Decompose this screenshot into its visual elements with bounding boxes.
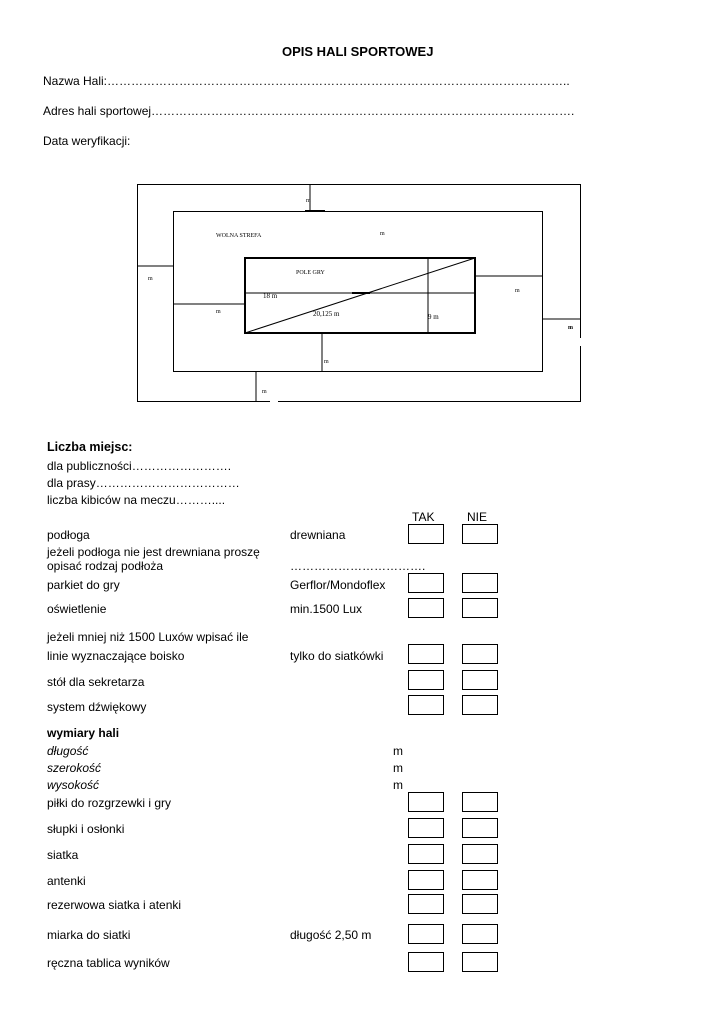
- row-siatka-label: siatka: [47, 848, 79, 862]
- siatka-tak-checkbox[interactable]: [408, 844, 444, 864]
- wymiary-wysokosc: wysokość: [47, 778, 100, 792]
- row-oswietlenie-value: min.1500 Lux: [290, 602, 363, 616]
- row-miarka-value: długość 2,50 m: [290, 928, 372, 942]
- podloga-tak-checkbox[interactable]: [408, 524, 444, 544]
- row-jezeli-line2: opisać rodzaj podłoża: [47, 559, 164, 573]
- row-system-label: system dźwiękowy: [47, 700, 147, 714]
- row-linie-label: linie wyznaczające boisko: [47, 649, 185, 663]
- adres-hali-field: Adres hali sportowej…………………………………………………………………………………………….: [43, 104, 575, 118]
- stol-nie-checkbox[interactable]: [462, 670, 498, 690]
- system-nie-checkbox[interactable]: [462, 695, 498, 715]
- row-podloga-value: drewniana: [290, 528, 346, 542]
- label-m-wolna: m: [380, 231, 385, 237]
- siatka-nie-checkbox[interactable]: [462, 844, 498, 864]
- page-title: OPIS HALI SPORTOWEJ: [282, 44, 434, 59]
- wymiary-szerokosc: szerokość: [47, 761, 102, 775]
- antenki-tak-checkbox[interactable]: [408, 870, 444, 890]
- tablica-nie-checkbox[interactable]: [462, 952, 498, 972]
- wymiary-wysokosc-unit: m: [393, 778, 403, 792]
- row-linie-value: tylko do siatkówki: [290, 649, 384, 663]
- oswietlenie-tak-checkbox[interactable]: [408, 598, 444, 618]
- liczba-miejsc-heading: Liczba miejsc:: [47, 440, 133, 454]
- column-nie: NIE: [467, 510, 488, 524]
- rezerwowa-nie-checkbox[interactable]: [462, 894, 498, 914]
- row-jezeli-value: …………………………….: [290, 559, 426, 573]
- oswietlenie-nie-checkbox[interactable]: [462, 598, 498, 618]
- row-tablica-label: ręczna tablica wyników: [47, 956, 170, 970]
- miarka-nie-checkbox[interactable]: [462, 924, 498, 944]
- row-parkiet-value: Gerflor/Mondoflex: [290, 578, 386, 592]
- label-dim-18: 18 m: [263, 292, 278, 300]
- label-dim-9: 9 m: [428, 313, 439, 321]
- label-m-left-inner: m: [216, 309, 221, 315]
- label-m-left-outer: m: [148, 276, 153, 282]
- row-miarka-label: miarka do siatki: [47, 928, 131, 942]
- diagonal-line: [245, 258, 475, 333]
- antenki-nie-checkbox[interactable]: [462, 870, 498, 890]
- rezerwowa-tak-checkbox[interactable]: [408, 894, 444, 914]
- label-m-bottom-inner: m: [324, 359, 329, 365]
- parkiet-tak-checkbox[interactable]: [408, 573, 444, 593]
- parkiet-nie-checkbox[interactable]: [462, 573, 498, 593]
- column-tak: TAK: [412, 510, 435, 524]
- slupki-tak-checkbox[interactable]: [408, 818, 444, 838]
- slupki-nie-checkbox[interactable]: [462, 818, 498, 838]
- wymiary-dlugosc-unit: m: [393, 744, 403, 758]
- label-m-far-right: m: [568, 325, 573, 331]
- label-wolna-strefa: WOLNA STREFA: [216, 233, 262, 239]
- label-dim-20: 20,125 m: [313, 310, 340, 318]
- row-parkiet-label: parkiet do gry: [47, 578, 120, 592]
- miarka-tak-checkbox[interactable]: [408, 924, 444, 944]
- row-jezeli-mniej: jeżeli mniej niż 1500 Luxów wpisać ile: [47, 630, 249, 644]
- nazwa-hali-field: Nazwa Hali:……………………………………………………………………………………………………..: [43, 74, 570, 88]
- pilki-tak-checkbox[interactable]: [408, 792, 444, 812]
- data-weryfikacji-field: Data weryfikacji:: [43, 134, 131, 148]
- row-slupki-label: słupki i osłonki: [47, 822, 125, 836]
- dla-prasy: dla prasy………………………………: [47, 476, 240, 490]
- wymiary-szerokosc-unit: m: [393, 761, 403, 775]
- linie-tak-checkbox[interactable]: [408, 644, 444, 664]
- linie-nie-checkbox[interactable]: [462, 644, 498, 664]
- label-pole-gry: POLE GRY: [296, 270, 325, 276]
- row-pilki-label: piłki do rozgrzewki i gry: [47, 796, 172, 810]
- stol-tak-checkbox[interactable]: [408, 670, 444, 690]
- liczba-kibicow: liczba kibiców na meczu………....: [47, 493, 226, 507]
- row-antenki-label: antenki: [47, 874, 86, 888]
- row-oswietlenie-label: oświetlenie: [47, 602, 107, 616]
- label-m-right-outer: m: [515, 288, 520, 294]
- podloga-nie-checkbox[interactable]: [462, 524, 498, 544]
- tablica-tak-checkbox[interactable]: [408, 952, 444, 972]
- row-stol-label: stół dla sekretarza: [47, 675, 145, 689]
- row-rezerwowa-label: rezerwowa siatka i atenki: [47, 898, 182, 912]
- label-m-top: m: [306, 198, 311, 204]
- wymiary-heading: wymiary hali: [47, 726, 120, 740]
- wymiary-dlugosc: długość: [47, 744, 89, 758]
- system-tak-checkbox[interactable]: [408, 695, 444, 715]
- label-m-bottom-outer: m: [262, 389, 267, 395]
- row-jezeli-line1: jeżeli podłoga nie jest drewniana proszę: [47, 545, 260, 559]
- row-podloga-label: podłoga: [47, 528, 90, 542]
- pilki-nie-checkbox[interactable]: [462, 792, 498, 812]
- dla-publicznosci: dla publiczności…………………….: [47, 459, 232, 473]
